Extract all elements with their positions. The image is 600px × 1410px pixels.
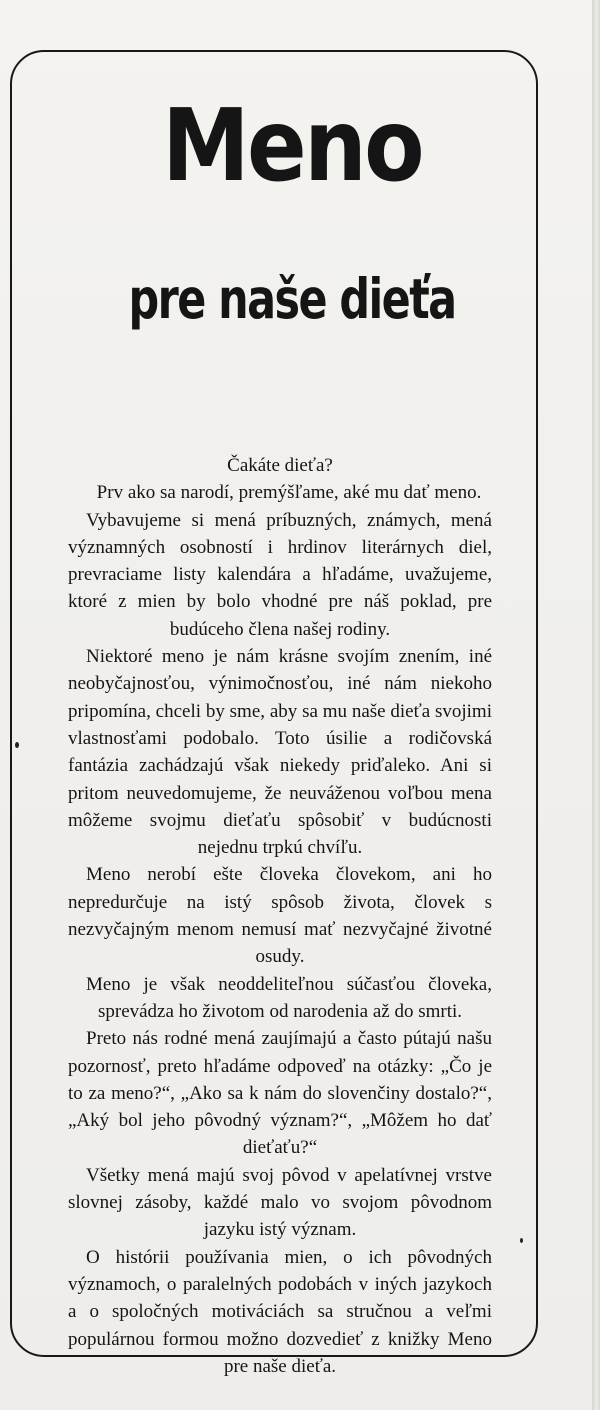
- ink-speck: [520, 1238, 523, 1243]
- paragraph-2: Prv ako sa narodí, premýšľame, aké mu dať meno.: [96, 482, 482, 504]
- paragraph-5: Meno nerobí ešte človeka človekom, ani ho nepredurčuje na istý spôsob života, človek s nezvyčajným menom nemusí mať nezvyčajné životné osudy.: [68, 864, 492, 968]
- paragraph-6: Meno je však neoddeliteľnou súčasťou človeka, sprevádza ho životom od narodenia až do smrti.: [86, 973, 492, 1022]
- ink-speck: [15, 742, 19, 748]
- blurb-text: [68, 452, 492, 1380]
- cover-title: Meno: [162, 87, 422, 204]
- flap-edge: [592, 0, 600, 1410]
- paragraph-9: O histórii používania mien, o ich pôvodných významoch, o paralelných podobách v iných jazykoch a o spoločných motiváciách sa stručnou a veľmi populárnou formou možno dozvedieť z knižky Meno pre naše dieťa.: [68, 1246, 492, 1377]
- paragraph-3: Vybavujeme si mená príbuzných, známych, mená významných osobností i hrdinov literárnych diel, prevraciame listy kalendára a hľadáme, uvažujeme, ktoré z mien by bolo vhodné pre náš poklad, pre budúceho člena našej rodiny.: [68, 509, 492, 640]
- paragraph-8: Všetky mená majú svoj pôvod v apelatívnej vrstve slovnej zásoby, každé malo vo svojom pôvodnom jazyku istý význam.: [68, 1164, 492, 1241]
- paragraph-4: Niektoré meno je nám krásne svojím znením, iné neobyčajnosťou, výnimočnosťou, iné nám niekoho pripomína, chceli by sme, aby sa mu naše dieťa svojimi vlastnosťami podobalo. Toto úsilie a rodičovská fantázia zachádzajú však niekedy priďaleko. Ani si pritom neuvedomujeme, že neuváženou voľbou mena môžeme svojmu dieťaťu spôsobiť v budúcnosti nejednu trpkú chvíľu.: [68, 646, 492, 859]
- paragraph-1: Čakáte dieťa?: [227, 455, 333, 476]
- paragraph-7: Preto nás rodné mená zaujímajú a často pútajú našu pozornosť, preto hľadáme odpoveď na otázky: „Čo je to za meno?“, „Ako sa k nám do slovenčiny dostalo?“, „Aký bol jeho pôvodný význam?“, „Môžem ho dať dieťaťu?“: [68, 1028, 492, 1159]
- cover-subtitle: pre naše dieťa: [128, 267, 456, 331]
